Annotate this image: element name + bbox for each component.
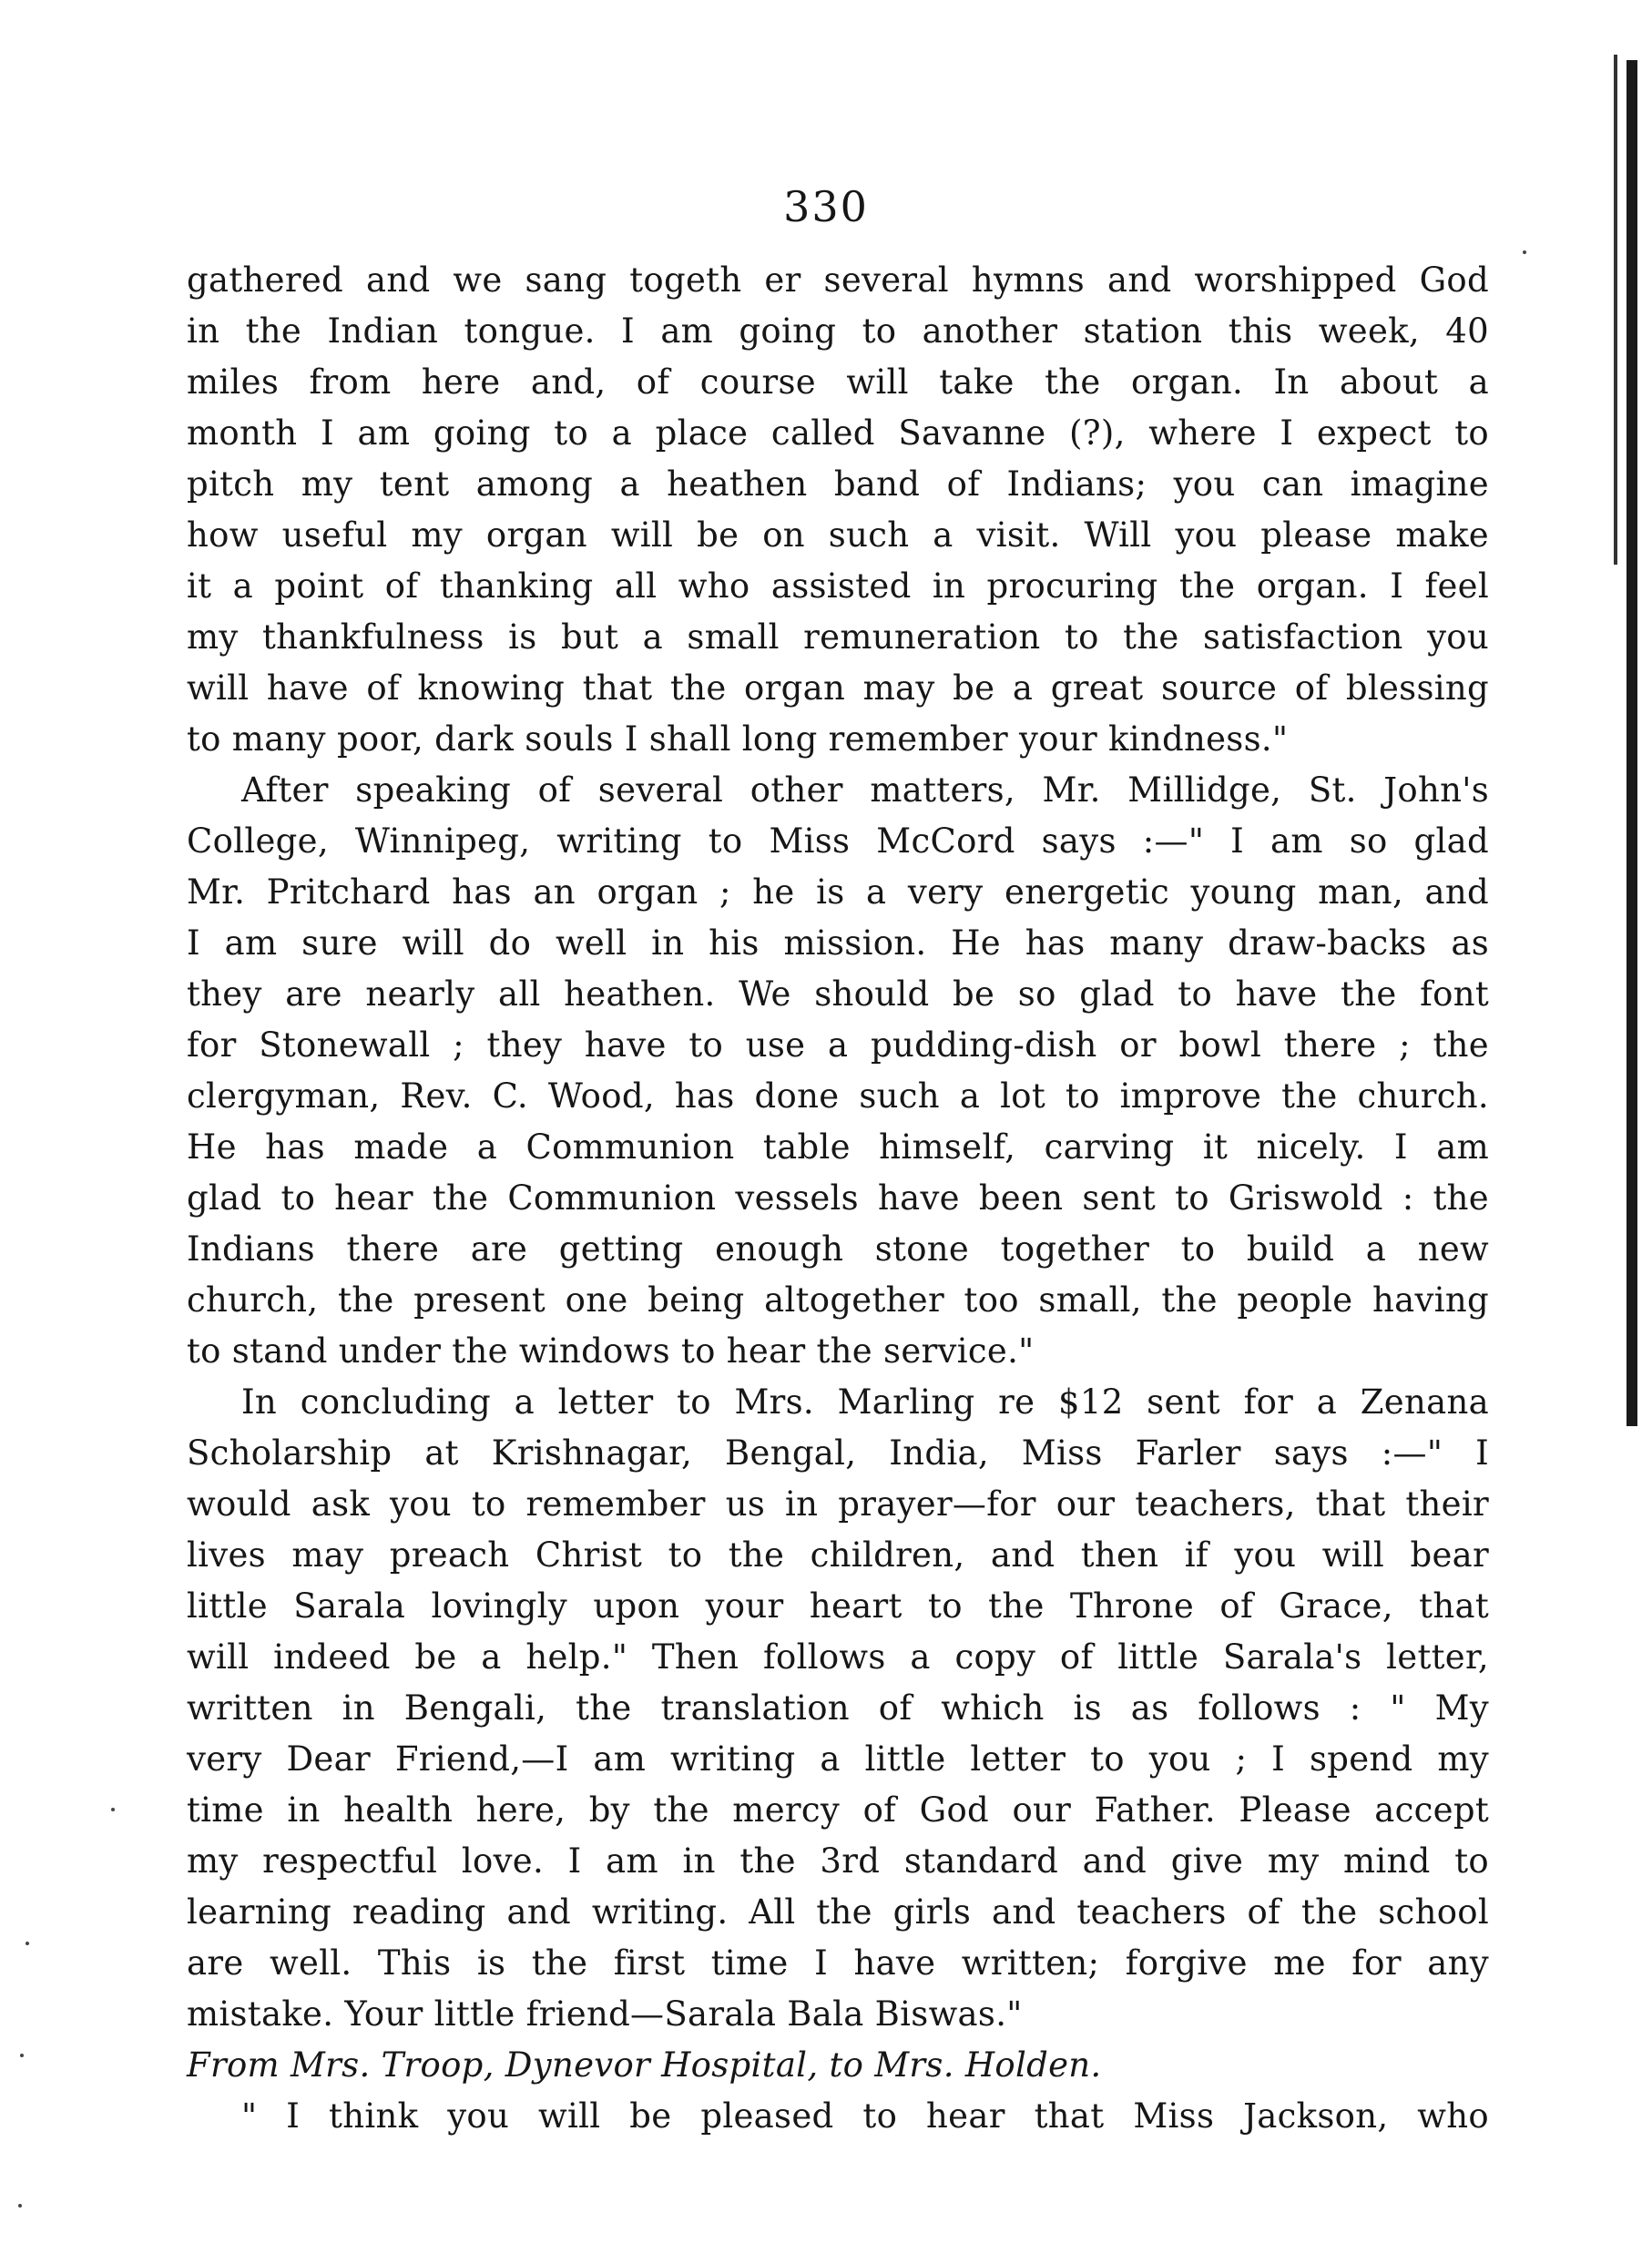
text-line: how useful my organ will be on such a visit. Will you please make [187, 515, 1489, 555]
text-line: time in health here, by the mercy of God our Father. Please accept [187, 1790, 1489, 1830]
text-line: I am sure will do well in his mission. He has many draw-backs as [187, 923, 1489, 963]
text-line: Mr. Pritchard has an organ ; he is a very energetic young man, and [187, 872, 1489, 912]
text-line: to stand under the windows to hear the service." [187, 1331, 1035, 1371]
text-line: miles from here and, of course will take the organ. In about a [187, 362, 1489, 402]
scan-speck [111, 1808, 115, 1811]
text-line: College, Winnipeg, writing to Miss McCord says :—" I am so glad [187, 821, 1489, 861]
scan-binding-edge [1627, 60, 1637, 1426]
text-line: my thankfulness is but a small remuneration to the satisfaction you [187, 617, 1489, 657]
section-heading: From Mrs. Troop, Dynevor Hospital, to Mrs. Holden. [187, 2045, 1102, 2085]
text-line: gathered and we sang togeth er several hymns and worshipped God [187, 260, 1489, 300]
text-line: for Stonewall ; they have to use a pudding-dish or bowl there ; the [187, 1025, 1489, 1065]
text-line: they are nearly all heathen. We should be so glad to have the font [187, 974, 1489, 1014]
text-line: written in Bengali, the translation of which is as follows : " My [187, 1688, 1489, 1728]
text-line: to many poor, dark souls I shall long remember your kindness." [187, 719, 1289, 759]
text-line: Scholarship at Krishnagar, Bengal, India, Miss Farler says :—" I [187, 1433, 1489, 1473]
scan-speck [18, 2204, 22, 2208]
text-line: clergyman, Rev. C. Wood, has done such a lot to improve the church. [187, 1076, 1489, 1116]
text-line: in the Indian tongue. I am going to another station this week, 40 [187, 311, 1489, 351]
page-number: 330 [783, 182, 869, 231]
text-line: very Dear Friend,—I am writing a little letter to you ; I spend my [187, 1739, 1489, 1779]
text-line: church, the present one being altogether too small, the people having [187, 1280, 1489, 1320]
text-line: it a point of thanking all who assisted in procuring the organ. I feel [187, 566, 1489, 606]
scan-speck [1523, 250, 1526, 254]
text-line: learning reading and writing. All the girls and teachers of the school [187, 1892, 1489, 1932]
text-line: After speaking of several other matters, Mr. Millidge, St. John's [241, 770, 1489, 810]
text-line: Indians there are getting enough stone together to build a new [187, 1229, 1489, 1269]
scan-speck [25, 1942, 29, 1945]
text-line: lives may preach Christ to the children, and then if you will bear [187, 1535, 1489, 1575]
text-line: will indeed be a help." Then follows a copy of little Sarala's letter, [187, 1637, 1489, 1677]
text-line: mistake. Your little friend—Sarala Bala Biswas." [187, 1994, 1023, 2034]
scan-edge-mark [1614, 55, 1617, 565]
text-line: will have of knowing that the organ may be a great source of blessing [187, 668, 1489, 708]
text-line: pitch my tent among a heathen band of Indians; you can imagine [187, 464, 1489, 504]
text-line: month I am going to a place called Savanne (?), where I expect to [187, 413, 1489, 453]
text-line: would ask you to remember us in prayer—for our teachers, that their [187, 1484, 1489, 1524]
text-line: my respectful love. I am in the 3rd standard and give my mind to [187, 1841, 1489, 1881]
text-line: are well. This is the first time I have written; forgive me for any [187, 1943, 1489, 1983]
scan-speck [20, 2054, 24, 2057]
text-line: " I think you will be pleased to hear that Miss Jackson, who [241, 2096, 1489, 2136]
text-line: little Sarala lovingly upon your heart to the Throne of Grace, that [187, 1586, 1489, 1626]
text-line: In concluding a letter to Mrs. Marling re $12 sent for a Zenana [241, 1382, 1489, 1422]
text-line: He has made a Communion table himself, carving it nicely. I am [187, 1127, 1489, 1167]
text-line: glad to hear the Communion vessels have been sent to Griswold : the [187, 1178, 1489, 1218]
